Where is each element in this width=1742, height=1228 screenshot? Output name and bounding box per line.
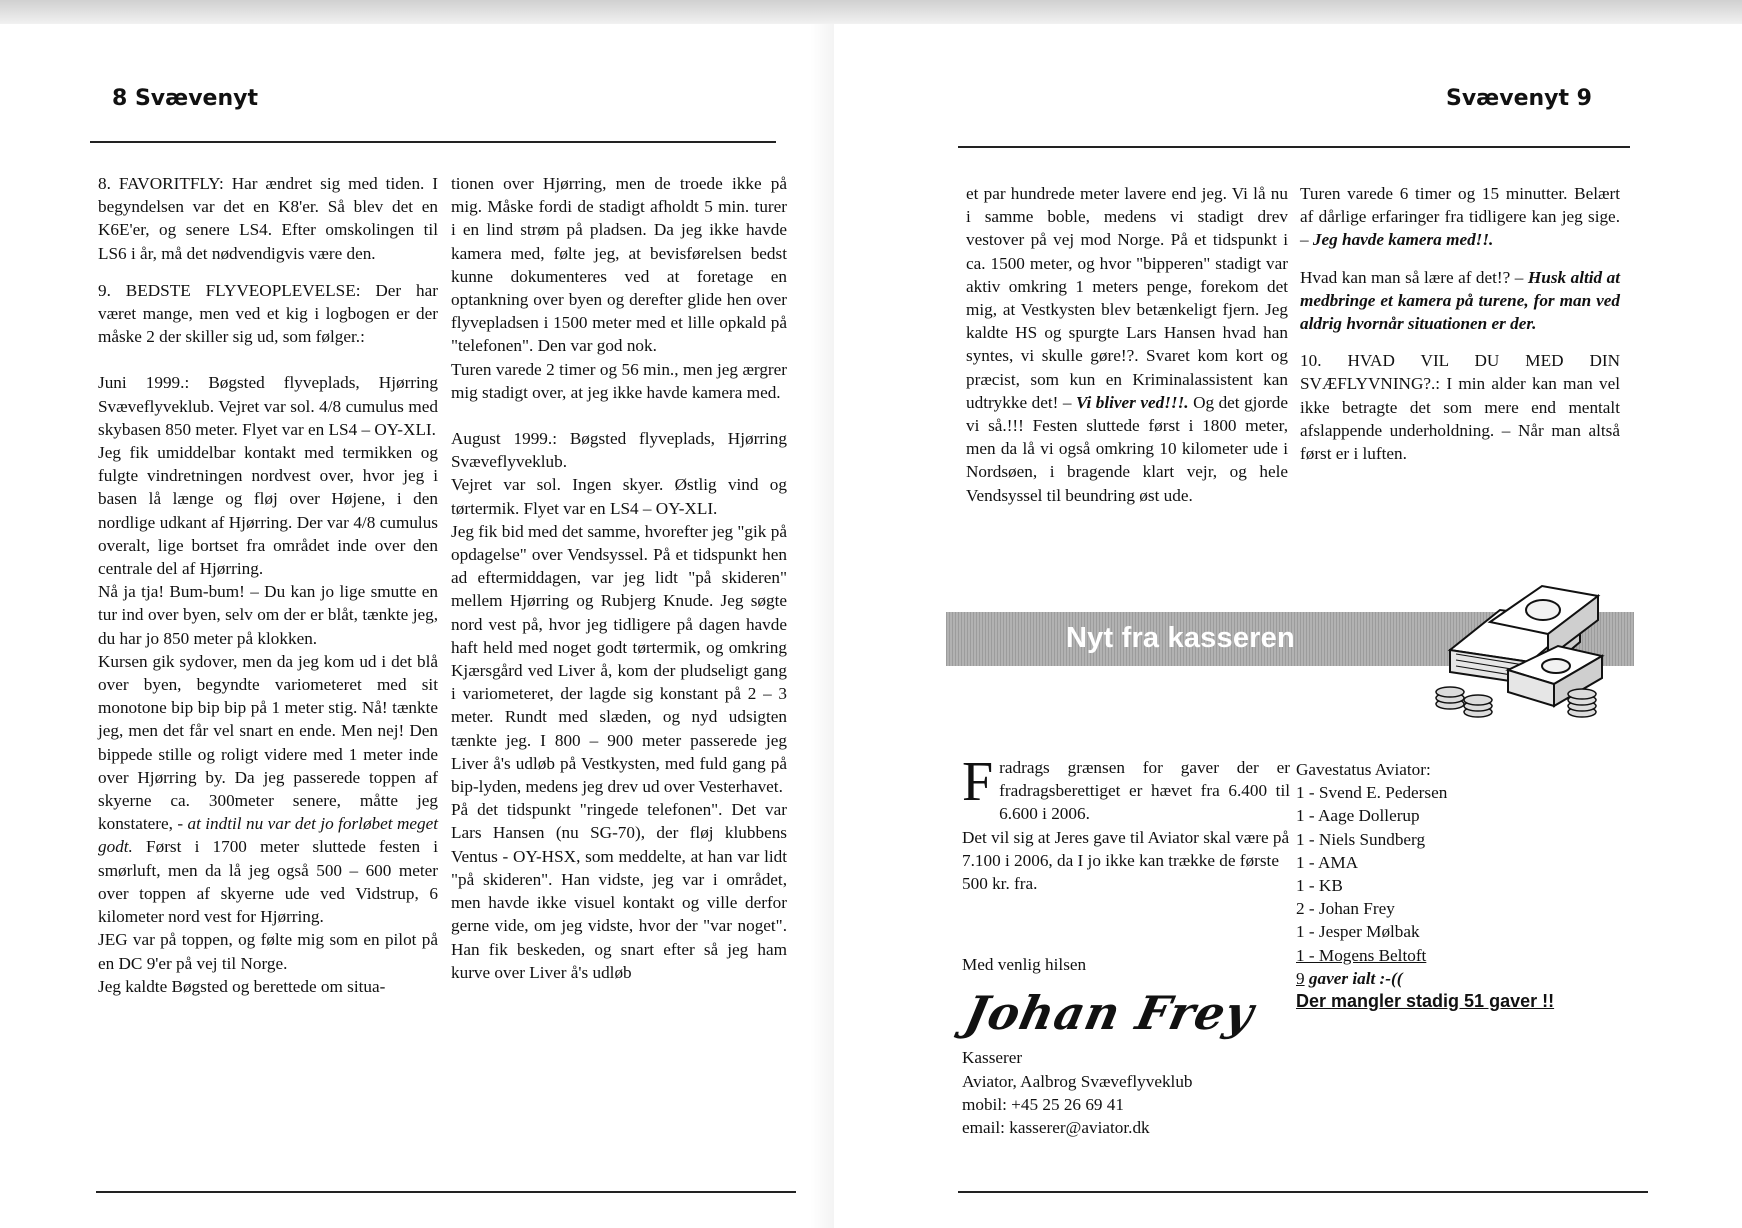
paragraph-gave-belob: Det vil sig at Jeres gave til Aviator skal være på 7.100 i 2006, da I jo ikke kan trække de første 500 kr. fra. [962, 827, 1290, 894]
left-column-2 [451, 172, 787, 984]
gave-total [1296, 967, 1636, 990]
gave-item: 1 - Jesper Mølbak [1296, 922, 1420, 942]
paragraph-flyveoplevelse: 9. BEDSTE FLYVEOPLEVELSE: Der har været mange, men ved et kig i logbogen er der måske 2 der skiller sig ud, som følger.: [98, 280, 438, 347]
text-forloebet-italic: at indtil nu var det jo forløbet meget godt. [98, 814, 439, 857]
gave-item: 1 - KB [1296, 876, 1343, 896]
bottom-rule [96, 1191, 796, 1193]
gave-item: 1 - Aage Dollerup [1296, 806, 1420, 826]
top-rule [958, 146, 1630, 148]
paragraph-turen-2-timer: Turen varede 2 timer og 56 min., men jeg ærgrer mig stadigt over, at jeg ikke havde kamera med. [451, 359, 787, 402]
paragraph-kaldte: Jeg kaldte Bøgsted og berettede om situa- [98, 976, 386, 996]
gave-item: 1 - Niels Sundberg [1296, 829, 1426, 849]
gave-item: 1 - Mogens Beltoft [1296, 945, 1427, 965]
banner-title: Nyt fra kasseren [1066, 622, 1295, 654]
paragraph-telefonen: På det tidspunkt "ringede telefonen". Det var Lars Hansen (nu SG-70), der fløj klubbens Ventus - OY-HSX, som meddelte, at han var lidt "på skideren". Han vidste, jeg var i området, men havde ikke visuel kontakt og ville derfor gerne vide, om jeg vidste, hvor der "var noget". Han fik beskeden, og snart efter så jeg ham kurve over Liver å's udløb [451, 800, 787, 982]
paragraph-hvad-vil-du: 10. HVAD VIL DU MED DIN SVÆFLYVNING?.: I min alder kan man vel ikke betragte det som mere end mentalt afslappende underholdning. – Når man altså først er i luften. [1300, 351, 1620, 464]
signer-email: email: kasserer@aviator.dk [962, 1118, 1150, 1138]
kasserer-column [960, 751, 1290, 1139]
signer-phone: mobil: +45 25 26 69 41 [962, 1094, 1124, 1114]
text-smoerluft: Først i 1700 meter sluttede festen i smørluft, men da lå jeg også 500 – 600 meter over toppen af skyerne ude ved Vidstrup, 6 kilometer nord vest for Hjørring. [98, 837, 439, 927]
paragraph-august-1999: August 1999.: Bøgsted flyveplads, Hjørring Svæveflyveklub. [451, 429, 787, 472]
bottom-rule [958, 1191, 1648, 1193]
right-page-header: Svævenyt 9 [1446, 86, 1592, 111]
left-page-header: 8 Svævenyt [112, 86, 258, 111]
paragraph-bum-bum: Nå ja tja! Bum-bum! – Du kan jo lige smutte en tur ind over byen, selv om der er blåt, tænkte jeg, du har jo 850 meter på klokken. [98, 582, 438, 648]
signer-title: Kasserer [962, 1048, 1023, 1068]
paragraph-juni-1999: Juni 1999.: Bøgsted flyveplads, Hjørring Svæveflyveklub. Vejret var sol. 4/8 cumulus med skybasen 850 meter. Flyet var en LS4 – OY-XLI. [98, 373, 438, 439]
text-boble: et par hundrede meter lavere end jeg. Vi lå nu i samme boble, medens vi stadigt drev vestover på vej mod Norge. På et tidspunkt i ca. 1500 meter, og hvor "bipperen" stadigt var aktiv omkring 1 meters penge, forekom det mig, at Vestkysten blev betænkeligt fjern. Jeg kaldte HS og spurgte Lars Hansen hvad han syntes, vi skulle gøre!?. Svaret kom kort og præcist, som kun en Kriminalassistent kan udtrykke det! – [966, 184, 1288, 412]
top-rule [90, 141, 776, 143]
paragraph-boble [966, 182, 1288, 507]
right-page [834, 24, 1742, 1228]
gave-total-number: 9 [1296, 968, 1305, 988]
gave-total-text: gaver ialt :-(( [1304, 968, 1403, 988]
text-husk-kamera: Husk altid at medbringe et kamera på turene, for man ved aldrig hvornår situationen er der. [1300, 267, 1621, 334]
paragraph-turen-6-timer [1300, 182, 1620, 252]
text-kursen: Kursen gik sydover, men da jeg kom ud i det blå over byen, begyndte variometeret med sit monotone bip bip bip på 1 meter stig. Nå! tænkte jeg, men det får vel snart en ende. Men nej! Den bippede stille og roligt videre med 1 meter inde over Hjørring by. Da jeg passerede toppen af skyerne ca. 300meter senere, måtte jeg konstatere, - [98, 651, 438, 834]
gave-item: 1 - AMA [1296, 852, 1359, 872]
greeting: Med venlig hilsen [962, 955, 1087, 975]
paragraph-vejret: Vejret var sol. Ingen skyer. Østlig vind og tørtermik. Flyet var en LS4 – OY-XLI. [451, 475, 787, 518]
gavestatus-column [1296, 758, 1636, 1013]
gave-item: 2 - Johan Frey [1296, 899, 1395, 919]
gave-item: 1 - Svend E. Pedersen [1296, 783, 1448, 803]
paragraph-toppen: JEG var på toppen, og følte mig som en pilot på en DC 9'er på vej til Norge. [98, 930, 438, 973]
dropcap-letter: F [962, 751, 994, 813]
left-column-1 [98, 172, 438, 998]
signature: Johan Frey [960, 986, 1259, 1041]
left-page [0, 24, 846, 1228]
paragraph-bid: Jeg fik bid med det samme, hvorefter jeg "gik på opdagelse" over Vendsyssel. På et tidspunkt hen ad eftermiddagen, var jeg lidt "på skideren" mellem Hjørring og Rubjerg Knude. Jeg søgte nord vest på, hvor jeg tidligere på dagen havde haft held med noget godt tørtermik, og omkring Kjærsgård ved Liver å, kom der pludseligt gang i variometeret, der lagde sig konstant på 2 – 3 meter. Rundt med slæden, og nyd udsigten tænkte jeg. I 800 – 900 meter passerede jeg Liver å's udløb på Vestkysten, med fuld gang på bip-lyden, medens jeg drev ud over Vesterhavet. [451, 521, 787, 797]
scan-edge [0, 0, 1742, 26]
text-turen-6-timer: Turen varede 6 timer og 15 minutter. Belært af dårlige erfaringer fra tidligere kan jeg sige. – [1300, 184, 1620, 250]
text-fradrag: radrags grænsen for gaver der er fradragsberettiget er hævet fra 6.400 til 6.600 i 2006. [999, 758, 1290, 824]
signer-club: Aviator, Aalbrog Svæveflyveklub [962, 1071, 1193, 1091]
money-stack-icon [1430, 580, 1608, 726]
text-kamera-med: Jeg havde kamera med!!. [1312, 230, 1494, 250]
paragraph-favoritfly: 8. FAVORITFLY: Har ændret sig med tiden. I begyndelsen var det en K8'er. Så blev det en K6E'er, og senere LS4. Efter omskolingen til LS6 i år, må det nødvendigvis være den. [98, 174, 438, 263]
paragraph-termik: Jeg fik umiddelbar kontakt med termikken og fulgte vindretningen nordvest over, hvor jeg i basen lå længe og fløj over Højene, i den nordlige udkant af Hjørring. Der var 4/8 cumulus overalt, lige bortset fra området inde over den centrale del af Hjørring. [98, 443, 438, 579]
missing-gifts-notice: Der mangler stadig 51 gaver !! [1296, 991, 1555, 1012]
text-festen: Og det gjorde vi så.!!! Festen sluttede først i 1800 meter, men da lå vi også omkring 10 kilometer ude i Nordsøen, i bragende klart vejr, og hele Vendsyssel til beundring øst ude. [966, 392, 1289, 505]
paragraph-fradrag [962, 751, 1290, 826]
paragraph-kursen [98, 650, 438, 928]
gavestatus-title: Gavestatus Aviator: [1296, 760, 1431, 779]
paragraph-situation: tionen over Hjørring, men de troede ikke på mig. Måske fordi de stadigt afholdt 5 min. turer i en lind strøm på pladsen. Da jeg ikke havde kamera med, følte jeg, at bevisførelsen bedst kunne dokumenteres ved at foretage en optankning over byen og derefter glide hen over flyvepladsen i 1500 meter med et lille opkald på "telefonen". Den var god nok. [451, 174, 787, 356]
paragraph-husk [1300, 266, 1620, 336]
right-column-2 [1300, 182, 1620, 465]
right-column-1 [966, 182, 1288, 507]
text-vi-bliver-ved: Vi bliver ved!!!. [1075, 392, 1189, 412]
text-hvad-kan: Hvad kan man så lære af det!? – [1300, 267, 1524, 287]
